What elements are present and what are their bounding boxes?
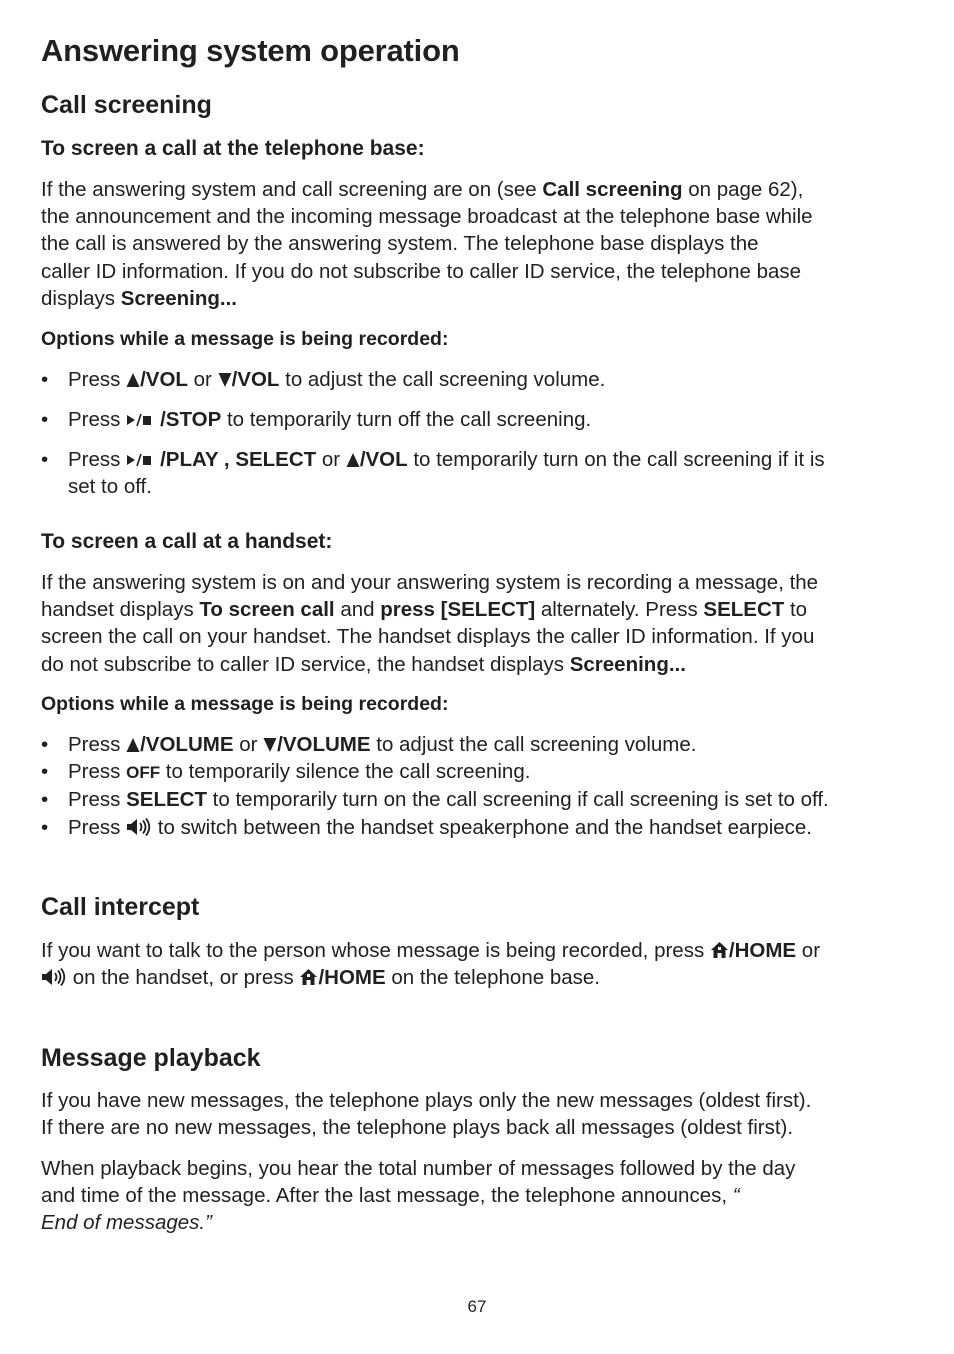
heading-call-screening: Call screening	[41, 91, 212, 119]
up-triangle-icon	[346, 452, 360, 468]
paragraph-handset: If the answering system is on and your answering system is recording a message, the handset displays To screen call and press [SELECT] alternately. Press SELECT to screen the call on your handset. The handset displays the caller ID information. If you do not subscribe to caller ID service, the handset displays Screening...	[41, 571, 819, 676]
list-item: • Press OFF to temporarily silence the call screening.	[41, 758, 916, 786]
up-triangle-icon	[126, 737, 140, 753]
paragraph-base: If the answering system and call screening are on (see Call screening on page 62), the announcement and the incoming message broadcast at the telephone base while the call is answered by the answering system. The telephone base displays the caller ID information. If you do not subscribe to caller ID service, the telephone base displays Screening...	[41, 178, 813, 310]
options-list-handset	[41, 731, 916, 841]
list-item: • Press /PLAY , SELECT or /VOL to temporarily turn on the call screening if it is set to off.	[41, 446, 916, 500]
page-title: Answering system operation	[41, 33, 460, 68]
play-stop-icon	[126, 412, 160, 428]
speaker-icon	[126, 818, 152, 836]
options-list-base	[41, 366, 916, 513]
down-triangle-icon	[263, 737, 277, 753]
heading-call-intercept: Call intercept	[41, 893, 200, 921]
list-item: • Press /STOP to temporarily turn off the call screening.	[41, 406, 916, 433]
list-item: • Press to switch between the handset speakerphone and the handset earpiece.	[41, 814, 916, 841]
list-item: • Press /VOL or /VOL to adjust the call screening volume.	[41, 366, 916, 393]
subheading-handset: To screen a call at a handset:	[41, 530, 333, 553]
play-stop-icon	[126, 452, 160, 468]
down-triangle-icon	[218, 372, 232, 388]
up-triangle-icon	[126, 372, 140, 388]
subheading-base: To screen a call at the telephone base:	[41, 137, 425, 160]
home-icon	[299, 968, 318, 986]
list-item: • Press /VOLUME or /VOLUME to adjust the call screening volume.	[41, 731, 916, 758]
options-heading-base: Options while a message is being recorded:	[41, 328, 449, 350]
heading-message-playback: Message playback	[41, 1044, 261, 1072]
paragraph-playback-1: If you have new messages, the telephone plays only the new messages (oldest first). If there are no new messages, the telephone plays back all messages (oldest first).	[41, 1089, 812, 1140]
paragraph-playback-2: When playback begins, you hear the total number of messages followed by the day and time of the message. After the last message, the telephone announces, “ End of messages.”	[41, 1157, 796, 1235]
paragraph-call-intercept: If you want to talk to the person whose message is being recorded, press /HOME or on the handset, or press /HOME on the telephone base.	[41, 939, 821, 990]
page-number: 67	[467, 1297, 487, 1316]
options-heading-handset: Options while a message is being recorded:	[41, 693, 449, 715]
speaker-icon	[41, 968, 67, 986]
home-icon	[710, 941, 729, 959]
list-item: • Press SELECT to temporarily turn on the call screening if call screening is set to off.	[41, 786, 916, 813]
